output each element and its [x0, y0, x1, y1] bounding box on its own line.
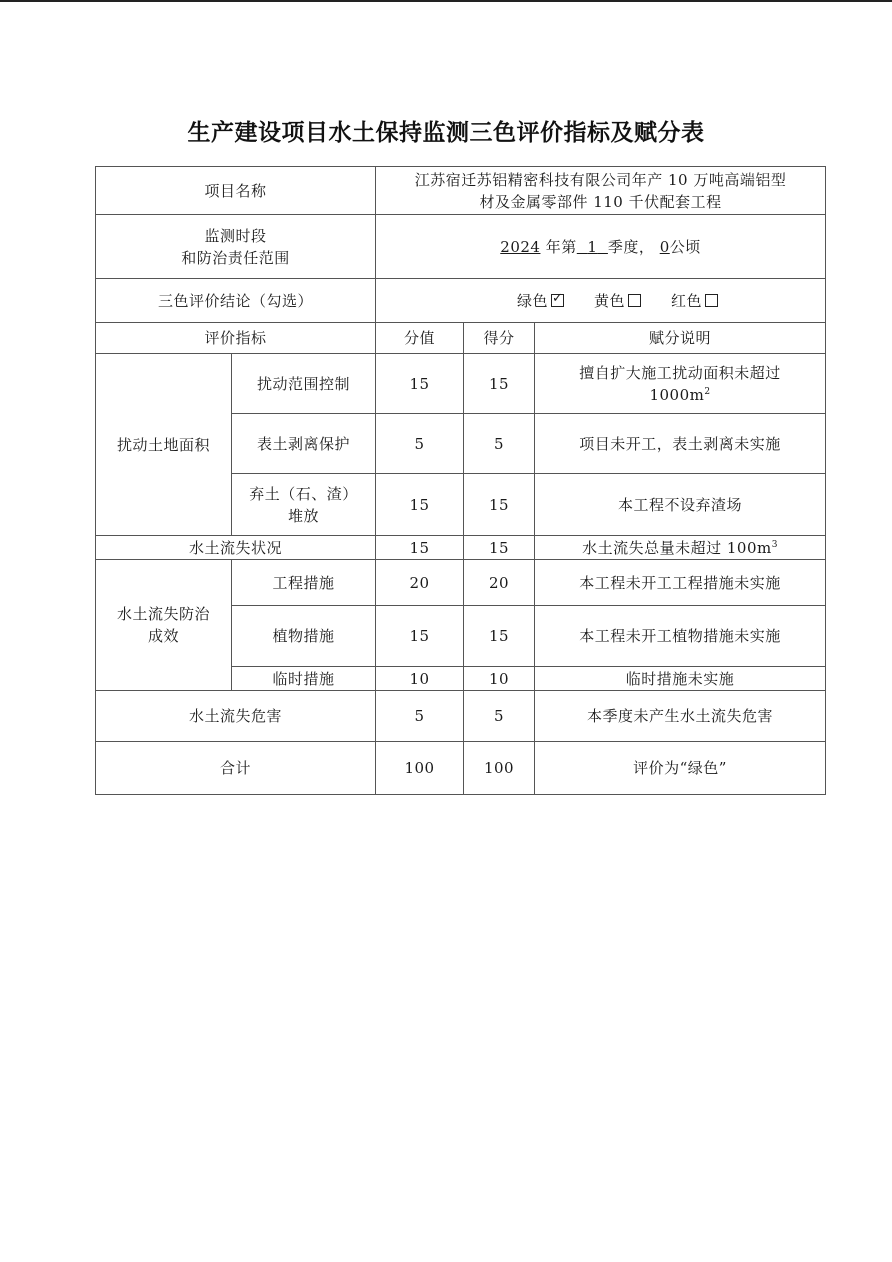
row-got: 15	[464, 606, 535, 667]
row-label: 扰动范围控制	[232, 354, 376, 414]
project-name-row	[96, 167, 826, 215]
total-label: 合计	[96, 742, 376, 795]
row-label: 临时措施	[232, 667, 376, 691]
header-score: 分值	[376, 323, 464, 354]
total-score: 100	[376, 742, 464, 795]
row-score: 15	[376, 354, 464, 414]
header-note: 赋分说明	[535, 323, 826, 354]
option-yellow: 黄色	[594, 290, 671, 312]
header-indicator: 评价指标	[96, 323, 376, 354]
row-got: 5	[464, 414, 535, 474]
table-row	[96, 691, 826, 742]
red-checkbox-icon[interactable]	[705, 294, 718, 307]
page-top-border	[0, 0, 892, 2]
row-score: 15	[376, 606, 464, 667]
period-label: 监测时段 和防治责任范围	[96, 215, 376, 279]
row-note: 擅自扩大施工扰动面积未超过 $1000m^2$	[535, 354, 826, 414]
conclusion-row	[96, 279, 826, 323]
group-prevention: 水土流失防治 成效	[96, 560, 232, 691]
row-score: 20	[376, 560, 464, 606]
evaluation-table	[95, 166, 826, 795]
period-area: 0	[659, 237, 670, 256]
row-score: 10	[376, 667, 464, 691]
row-score: 5	[376, 691, 464, 742]
project-name-value: 江苏宿迁苏铝精密科技有限公司年产 10 万吨高端铝型 材及金属零部件 110 千伏配套工程	[376, 167, 826, 215]
total-row	[96, 742, 826, 795]
period-year: 2024	[500, 237, 541, 256]
header-row	[96, 323, 826, 354]
page-title: 生产建设项目水土保持监测三色评价指标及赋分表	[187, 120, 705, 146]
row-label: 植物措施	[232, 606, 376, 667]
row-note: 水土流失总量未超过 $100m^3$	[535, 536, 826, 560]
row-note: 本季度未产生水土流失危害	[535, 691, 826, 742]
conclusion-options	[376, 279, 826, 323]
option-red: 红色	[671, 290, 718, 312]
row-got: 15	[464, 474, 535, 536]
total-note: 评价为“绿色”	[535, 742, 826, 795]
row-got: 10	[464, 667, 535, 691]
table-row	[96, 560, 826, 606]
row-note: 项目未开工，表土剥离未实施	[535, 414, 826, 474]
conclusion-label: 三色评价结论（勾选）	[96, 279, 376, 323]
option-green: 绿色✓	[517, 290, 594, 312]
row-got: 15	[464, 536, 535, 560]
row-score: 5	[376, 414, 464, 474]
row-label: 水土流失危害	[96, 691, 376, 742]
row-got: 20	[464, 560, 535, 606]
total-got: 100	[464, 742, 535, 795]
green-checkbox-checked-icon[interactable]	[551, 294, 564, 307]
yellow-checkbox-icon[interactable]	[628, 294, 641, 307]
row-got: 15	[464, 354, 535, 414]
row-label: 工程措施	[232, 560, 376, 606]
row-label: 水土流失状况	[96, 536, 376, 560]
period-quarter: 1	[587, 237, 598, 256]
period-value: 2024 年第 1 季度， 0公顷	[376, 215, 826, 279]
row-note: 临时措施未实施	[535, 667, 826, 691]
row-label: 表土剥离保护	[232, 414, 376, 474]
row-note: 本工程未开工工程措施未实施	[535, 560, 826, 606]
header-got: 得分	[464, 323, 535, 354]
project-name-label: 项目名称	[96, 167, 376, 215]
group-disturb: 扰动土地面积	[96, 354, 232, 536]
row-note: 本工程不设弃渣场	[535, 474, 826, 536]
row-score: 15	[376, 474, 464, 536]
table-row	[96, 354, 826, 414]
row-note: 本工程未开工植物措施未实施	[535, 606, 826, 667]
row-got: 5	[464, 691, 535, 742]
row-score: 15	[376, 536, 464, 560]
table-row	[96, 536, 826, 560]
row-label: 弃土（石、渣） 堆放	[232, 474, 376, 536]
period-row	[96, 215, 826, 279]
